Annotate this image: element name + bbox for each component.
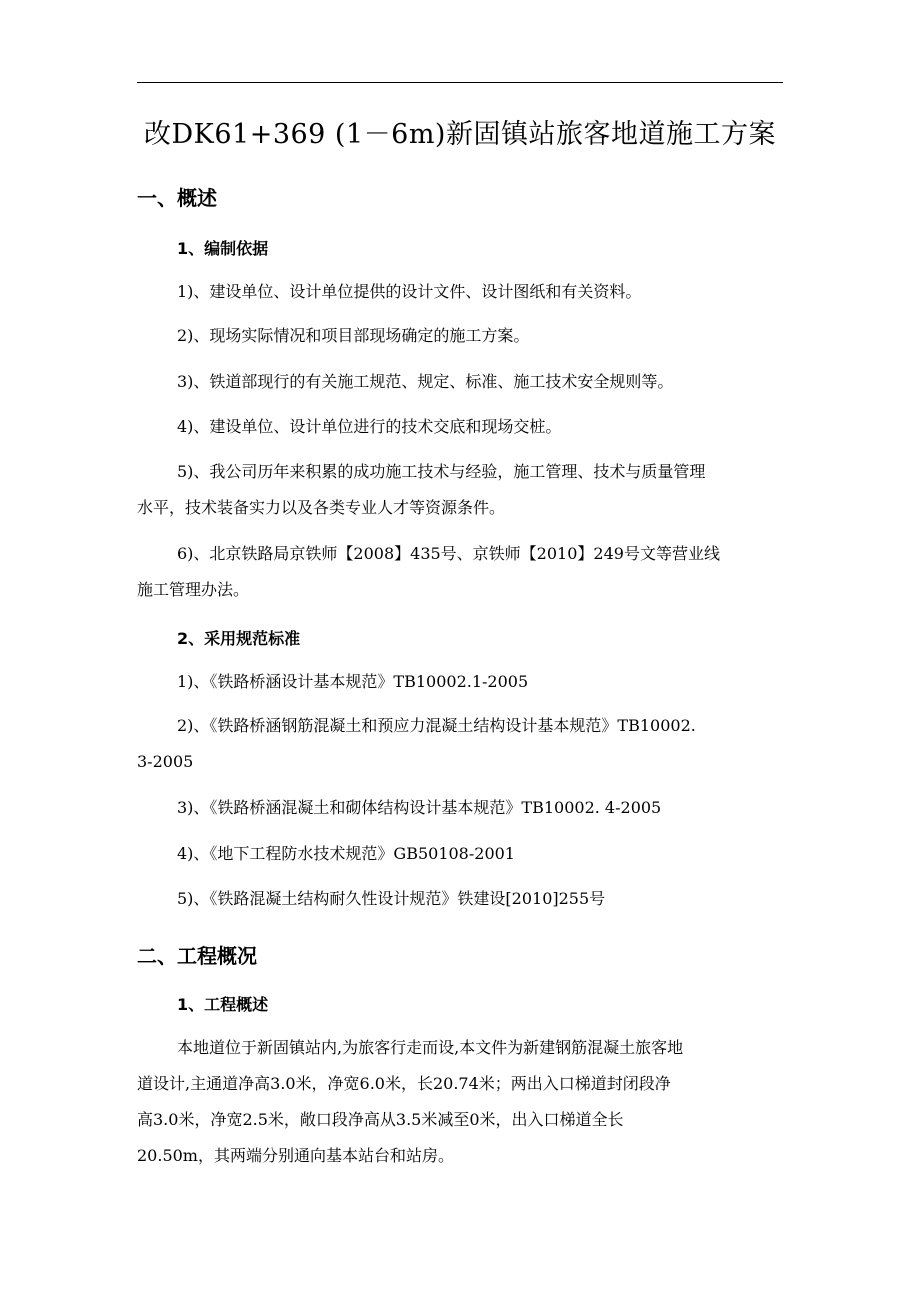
subsection-heading-standards: 2、采用规范标准 bbox=[177, 629, 301, 648]
basis-item-2: 2)、现场实际情况和项目部现场确定的施工方案。 bbox=[177, 326, 530, 345]
document-title: 改DK61+369 (1－6m)新固镇站旅客地道施工方案 bbox=[144, 119, 776, 150]
subsection-heading-basis: 1、编制依据 bbox=[177, 239, 269, 258]
section-heading-overview: 一、概述 bbox=[137, 186, 217, 210]
overview-line-3: 高3.0米，净宽2.5米，敞口段净高从3.5米减至0米，出入口梯道全长 bbox=[137, 1110, 624, 1129]
basis-item-5-cont: 水平，技术装备实力以及各类专业人才等资源条件。 bbox=[137, 498, 506, 517]
subsection-heading-project-overview: 1、工程概述 bbox=[177, 995, 269, 1014]
basis-item-6-cont: 施工管理办法。 bbox=[137, 580, 250, 599]
basis-item-1: 1)、建设单位、设计单位提供的设计文件、设计图纸和有关资料。 bbox=[177, 282, 642, 301]
header-rule bbox=[137, 82, 783, 83]
standard-item-5: 5)、《铁路混凝土结构耐久性设计规范》铁建设[2010]255号 bbox=[177, 889, 606, 908]
standard-item-4: 4)、《地下工程防水技术规范》GB50108-2001 bbox=[177, 844, 515, 863]
standard-item-2: 2)、《铁路桥涵钢筋混凝土和预应力混凝土结构设计基本规范》TB10002. bbox=[177, 716, 696, 735]
overview-line-4: 20.50m，其两端分别通向基本站台和站房。 bbox=[137, 1146, 454, 1165]
standard-item-2-cont: 3-2005 bbox=[137, 752, 194, 771]
overview-line-2: 道设计,主通道净高3.0米，净宽6.0米，长20.74米；两出入口梯道封闭段净 bbox=[137, 1074, 671, 1093]
standard-item-3: 3)、《铁路桥涵混凝土和砌体结构设计基本规范》TB10002. 4-2005 bbox=[177, 798, 662, 817]
standard-item-1: 1)、《铁路桥涵设计基本规范》TB10002.1-2005 bbox=[177, 672, 529, 691]
basis-item-3: 3)、铁道部现行的有关施工规范、规定、标准、施工技术安全规则等。 bbox=[177, 372, 674, 391]
section-heading-project: 二、工程概况 bbox=[137, 944, 257, 968]
overview-line-1: 本地道位于新固镇站内,为旅客行走而设,本文件为新建钢筋混凝土旅客地 bbox=[177, 1038, 684, 1057]
basis-item-4: 4)、建设单位、设计单位进行的技术交底和现场交桩。 bbox=[177, 417, 562, 436]
basis-item-6: 6)、北京铁路局京铁师【2008】435号、京铁师【2010】249号文等营业线 bbox=[177, 544, 720, 563]
basis-item-5: 5)、我公司历年来积累的成功施工技术与经验，施工管理、技术与质量管理 bbox=[177, 462, 706, 481]
